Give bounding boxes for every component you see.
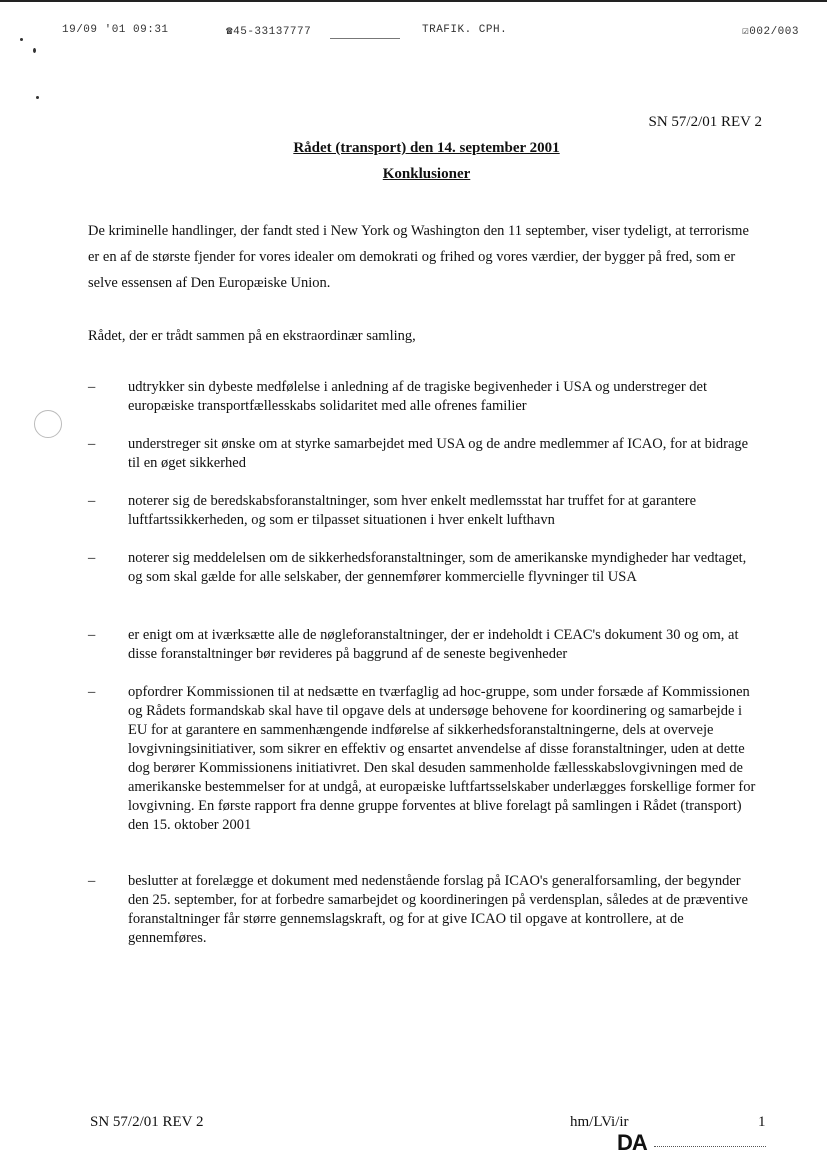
fax-top-border bbox=[0, 0, 827, 2]
list-item-text: noterer sig de beredskabsforanstaltninger, som hver enkelt medlemsstat har truffet for at garantere luftfartssikkerheden, og som er tilpasset situationen i hver enkelt lufthavn bbox=[128, 493, 697, 528]
footer-scan-line bbox=[654, 1146, 766, 1147]
list-dash: – bbox=[88, 379, 96, 395]
list-dash: – bbox=[88, 873, 96, 889]
document-subtitle: Konklusioner bbox=[382, 166, 471, 182]
fax-phone: ☎45-33137777 bbox=[226, 26, 312, 38]
list-item-text: beslutter at forelægge et dokument med nedenstående forslag på ICAO's generalforsamling, der begynder den 25. september, for at forbedre samarbejdet og koordineringen på verdensplan, således at de præventive foranstaltninger får større gennemslagskraft, og for at give ICAO til opgave at kontrollere, at de gennemføres. bbox=[128, 873, 748, 946]
list-item-text: noterer sig meddelelsen om de sikkerhedsforanstaltninger, som de amerikanske myndigheder har vedtaget, og som skal gælde for alle selskaber, der gennemfører kommercielle flyvninger til USA bbox=[128, 550, 747, 585]
list-dash: – bbox=[88, 684, 96, 700]
list-dash: – bbox=[88, 627, 96, 643]
scan-speck bbox=[33, 48, 36, 53]
punch-hole bbox=[34, 410, 62, 438]
list-item-text: udtrykker sin dybeste medfølelse i anledning af de tragiske begivenheder i USA og understreger det europæiske transportfællesskabs solidaritet med alle ofrenes familier bbox=[128, 379, 708, 414]
fax-header-rule bbox=[330, 38, 400, 39]
footer-initials: hm/LVi/ir bbox=[570, 1114, 629, 1130]
list-item-text: opfordrer Kommissionen til at nedsætte en tværfaglig ad hoc-gruppe, som under forsæde af Kommissionen og Rådets formandskab skal have til opgave dels at undersøge behovene for koordinering og samarbejde i EU for at garantere en sammenhængende indførelse af sikkerhedsforanstaltningerne, dels at overveje lovgivningsinitiativer, som sikrer en effektiv og ensartet anvendelse af disse foranstaltninger, uden at dette dog berører Kommissionens initiativret. Den skal desuden sammenholde fællesskabslovgivningen med de amerikanske bestemmelser for at undgå, at europæiske luftfartsselskaber underlægges forskellige former for lovgivning. En første rapport fra denne gruppe forventes at blive forelagt på samlingen i Rådet (transport) den 15. oktober 2001 bbox=[128, 684, 756, 833]
intro-paragraph: De kriminelle handlinger, der fandt sted i New York og Washington den 11 september, viser tydeligt, at terrorisme er en af de største fjender for vores idealer om demokrati og frihed og vores værdier, der bygger på fred, som er selve essensen af Den Europæiske Union. bbox=[88, 223, 749, 292]
language-code: DA bbox=[617, 1130, 647, 1155]
preamble-paragraph: Rådet, der er trådt sammen på en ekstraordinær samling, bbox=[88, 328, 416, 344]
footer-reference: SN 57/2/01 REV 2 bbox=[90, 1114, 204, 1130]
list-item-text: er enigt om at iværksætte alle de nøgleforanstaltninger, der er indeholdt i CEAC's dokument 30 og om, at disse foranstaltninger bør revideres på baggrund af de seneste begivenheder bbox=[128, 627, 739, 662]
fax-page-counter: ☑002/003 bbox=[742, 26, 799, 38]
list-item-text: understreger sit ønske om at styrke samarbejdet med USA og de andre medlemmer af ICAO, for at bidrage til en øget sikkerhed bbox=[128, 436, 749, 471]
list-dash: – bbox=[88, 550, 96, 566]
document-title: Rådet (transport) den 14. september 2001 bbox=[293, 140, 560, 156]
page-number: 1 bbox=[758, 1114, 766, 1130]
fax-sender: TRAFIK. CPH. bbox=[422, 24, 508, 36]
fax-header bbox=[62, 24, 799, 40]
fax-datetime: 19/09 '01 09:31 bbox=[62, 24, 169, 36]
list-dash: – bbox=[88, 493, 96, 509]
scan-speck bbox=[20, 38, 23, 41]
list-dash: – bbox=[88, 436, 96, 452]
scan-speck bbox=[36, 96, 39, 99]
document-reference: SN 57/2/01 REV 2 bbox=[648, 114, 762, 130]
